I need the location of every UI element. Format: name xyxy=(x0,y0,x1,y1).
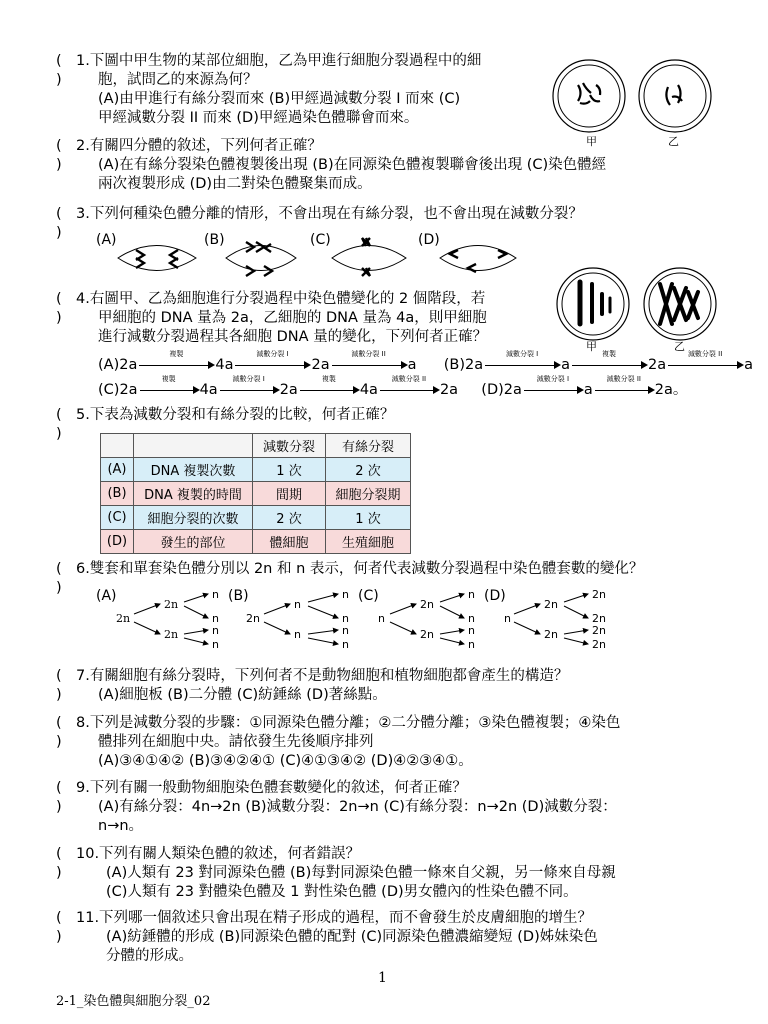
svg-text:2n: 2n xyxy=(164,628,179,641)
answer-blank[interactable]: ( ) xyxy=(56,561,62,596)
arrow: 減數分裂 I xyxy=(218,384,280,396)
answer-blank[interactable]: ( ) xyxy=(56,910,62,945)
arrow: 減數分裂 II xyxy=(378,384,440,396)
svg-text:2n: 2n xyxy=(246,612,260,625)
svg-text:(D): (D) xyxy=(484,588,506,604)
arrow: 複製 xyxy=(298,384,360,396)
svg-text:2n: 2n xyxy=(544,628,558,641)
arrow: 減數分裂 I xyxy=(483,359,561,371)
svg-text:2n: 2n xyxy=(164,598,179,611)
answer-blank[interactable]: ( ) xyxy=(56,715,62,750)
q4-options-row-1: (A)2a 複製 4a 減數分裂 I 2a 減數分裂 II a (B)2a 減數分裂 I a 複製 2a 減數分裂 II a xyxy=(98,350,754,373)
q8-stem-2: 體排列在細胞中央。請依發生先後順序排列 xyxy=(98,734,374,750)
q2-options-1: (A)在有絲分裂染色體複製後出現 (B)在同源染色體複製聯會後出現 (C)染色體經 xyxy=(98,157,607,173)
arrow: 減數分裂 II xyxy=(330,359,408,371)
q1-figure xyxy=(550,55,730,150)
arrow: 複製 xyxy=(570,359,648,371)
svg-text:n: n xyxy=(378,612,385,625)
q9-options-1: (A)有絲分裂：4n→2n (B)減數分裂：2n→n (C)有絲分裂：n→2n (D)減數分裂： xyxy=(98,799,617,815)
q3-opt-d: (D) xyxy=(418,232,440,248)
svg-text:n: n xyxy=(342,612,349,625)
svg-text:(A): (A) xyxy=(96,588,117,604)
arrow: 減數分裂 II xyxy=(593,384,655,396)
table-row: (D) 發生的部位 體細胞 生殖細胞 xyxy=(101,530,411,554)
svg-text:n: n xyxy=(212,624,219,637)
document-footer: 2-1_染色體與細胞分裂_02 xyxy=(56,994,211,1009)
svg-text:n: n xyxy=(504,612,511,625)
q6-figure xyxy=(96,584,636,654)
svg-text:n: n xyxy=(294,628,301,641)
q11-options-1: (A)紡錘體的形成 (B)同源染色體的配對 (C)同源染色體濃縮變短 (D)姊妹染色 xyxy=(106,929,598,945)
q7-stem: 7.有關細胞有絲分裂時，下列何者不是動物細胞和植物細胞都會產生的構造？ xyxy=(76,668,569,684)
q4-fig-label-yi: 乙 xyxy=(674,340,685,352)
q4-options-row-2: (C)2a 複製 4a 減數分裂 I 2a 複製 4a 減數分裂 II 2a (D)2a 減數分裂 I a 減數分裂 II 2a。 xyxy=(98,375,688,398)
arrow: 減數分裂 I xyxy=(522,384,584,396)
svg-text:n: n xyxy=(468,588,475,601)
q3-opt-b: (B) xyxy=(204,232,225,248)
q5-stem: 5.下表為減數分裂和有絲分裂的比較，何者正確？ xyxy=(76,407,395,423)
answer-blank[interactable]: ( ) xyxy=(56,291,62,326)
svg-text:n: n xyxy=(212,612,219,625)
q1-fig-label-yi: 乙 xyxy=(668,135,679,148)
table-row: (C) 細胞分裂的次數 2 次 1 次 xyxy=(101,506,411,530)
arrow: 複製 xyxy=(138,384,200,396)
q4-stem-1: 4.右圖甲、乙為細胞進行分裂過程中染色體變化的 2 個階段，若 xyxy=(76,291,486,307)
header-meiosis: 減數分裂 xyxy=(253,434,326,458)
svg-text:n: n xyxy=(342,588,349,601)
q2-options-2: 兩次複製形成 (D)由二對染色體聚集而成。 xyxy=(98,176,372,192)
page-number: 1 xyxy=(378,970,387,986)
arrow: 複製 xyxy=(137,359,215,371)
q4-figure xyxy=(556,262,726,352)
svg-text:n: n xyxy=(212,638,219,651)
svg-text:n: n xyxy=(468,638,475,651)
q4-fig-label-jia: 甲 xyxy=(586,340,597,352)
q11-options-2: 分體的形成。 xyxy=(106,948,193,964)
q1-stem-2: 胞，試問乙的來源為何？ xyxy=(98,72,258,88)
table-row: (B) DNA 複製的時間 間期 細胞分裂期 xyxy=(101,482,411,506)
answer-blank[interactable]: ( ) xyxy=(56,780,62,815)
q10-options-1: (A)人類有 23 對同源染色體 (B)每對同源染色體一條來自父親，另一條來自母親 xyxy=(106,865,616,881)
q4-stem-2: 甲細胞的 DNA 量為 2a，乙細胞的 DNA 量為 4a，則甲細胞 xyxy=(98,310,487,326)
q3-figure xyxy=(96,228,536,286)
table-row: (A) DNA 複製次數 1 次 2 次 xyxy=(101,458,411,482)
q3-opt-c: (C) xyxy=(310,232,331,248)
svg-text:n: n xyxy=(342,638,349,651)
svg-text:2n: 2n xyxy=(592,638,606,651)
svg-text:2n: 2n xyxy=(420,628,434,641)
svg-text:(C): (C) xyxy=(358,588,379,604)
q8-options: (A)③④①④② (B)③④②④① (C)④①③④② (D)④②③④①。 xyxy=(98,753,473,769)
answer-blank[interactable]: ( ) xyxy=(56,407,62,442)
svg-text:2n: 2n xyxy=(544,598,558,611)
q3-opt-a: (A) xyxy=(96,232,117,248)
q2-stem: 2.有關四分體的敘述，下列何者正確？ xyxy=(76,138,322,154)
q11-stem: 11.下列哪一個敘述只會出現在精子形成的過程，而不會發生於皮膚細胞的增生？ xyxy=(76,910,593,926)
svg-text:2n: 2n xyxy=(116,612,131,625)
table-header-row xyxy=(101,434,411,458)
svg-text:n: n xyxy=(468,624,475,637)
q4-stem-3: 進行減數分裂過程其各細胞 DNA 量的變化，下列何者正確？ xyxy=(98,329,488,345)
q1-fig-label-jia: 甲 xyxy=(586,135,597,148)
svg-text:n: n xyxy=(468,612,475,625)
svg-text:(B): (B) xyxy=(228,588,249,604)
svg-text:n: n xyxy=(294,598,301,611)
q10-options-2: (C)人類有 23 對體染色體及 1 對性染色體 (D)男女體內的性染色體不同。 xyxy=(106,884,578,900)
q7-options: (A)細胞板 (B)二分體 (C)紡錘絲 (D)著絲點。 xyxy=(98,687,387,703)
arrow: 減數分裂 II xyxy=(666,359,744,371)
answer-blank[interactable]: ( ) xyxy=(56,53,62,88)
q1-options-2: 甲經減數分裂 II 而來 (D)甲經過染色體聯會而來。 xyxy=(98,110,419,126)
q1-options-1: (A)由甲進行有絲分裂而來 (B)甲經過減數分裂 I 而來 (C) xyxy=(98,91,461,107)
q9-options-2: n→n。 xyxy=(98,818,144,834)
q3-stem: 3.下列何種染色體分離的情形，不會出現在有絲分裂，也不會出現在減數分裂？ xyxy=(76,206,583,222)
answer-blank[interactable]: ( ) xyxy=(56,846,62,881)
svg-text:n: n xyxy=(342,624,349,637)
svg-text:n: n xyxy=(212,588,219,601)
answer-blank[interactable]: ( ) xyxy=(56,206,62,241)
q9-stem: 9.下列有關一般動物細胞染色體套數變化的敘述，何者正確？ xyxy=(76,780,467,796)
q6-stem: 6.雙套和單套染色體分別以 2n 和 n 表示，何者代表減數分裂過程中染色體套數的變化？ xyxy=(76,561,644,577)
svg-text:2n: 2n xyxy=(592,624,606,637)
q8-stem-1: 8.下列是減數分裂的步驟：①同源染色體分離；②二分體分離；③染色體複製；④染色 xyxy=(76,715,621,731)
svg-text:2n: 2n xyxy=(592,612,606,625)
svg-text:2n: 2n xyxy=(592,588,606,601)
header-mitosis: 有絲分裂 xyxy=(326,434,411,458)
answer-blank[interactable]: ( ) xyxy=(56,668,62,703)
q10-stem: 10.下列有關人類染色體的敘述，何者錯誤？ xyxy=(76,846,361,862)
answer-blank[interactable]: ( ) xyxy=(56,138,62,173)
arrow: 減數分裂 I xyxy=(233,359,311,371)
svg-text:2n: 2n xyxy=(420,598,434,611)
q5-comparison-table xyxy=(100,433,411,554)
q1-stem: 1.下圖中甲生物的某部位細胞，乙為甲進行細胞分裂過程中的細 xyxy=(76,53,482,69)
